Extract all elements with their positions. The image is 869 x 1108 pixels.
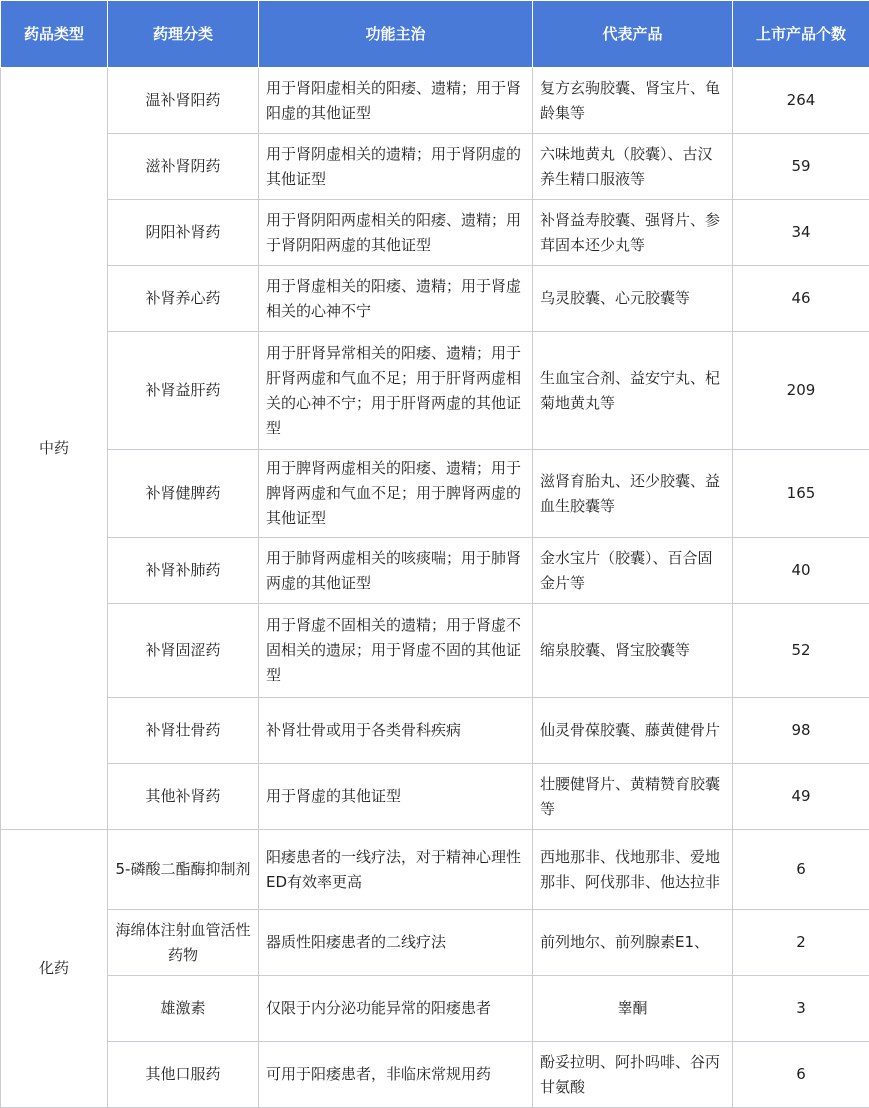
table-row — [1, 976, 869, 1042]
category-cell: 补肾补肺药 — [108, 538, 259, 604]
header-drug-type: 药品类型 — [1, 1, 108, 68]
table-header-row — [1, 1, 869, 68]
indication-cell: 用于肾阳虚相关的阳痿、遗精；用于肾阳虚的其他证型 — [259, 68, 533, 134]
count-cell: 40 — [733, 538, 869, 604]
products-cell: 六味地黄丸（胶囊）、古汉养生精口服液等 — [533, 134, 733, 200]
category-cell: 滋补肾阴药 — [108, 134, 259, 200]
drug-type-cell: 中药 — [1, 68, 108, 830]
count-cell: 2 — [733, 910, 869, 976]
drug-type-cell: 化药 — [1, 830, 108, 1108]
products-cell: 复方玄驹胶囊、肾宝片、龟龄集等 — [533, 68, 733, 134]
products-cell: 生血宝合剂、益安宁丸、杞菊地黄丸等 — [533, 332, 733, 450]
table-row — [1, 200, 869, 266]
category-cell: 阴阳补肾药 — [108, 200, 259, 266]
category-cell: 补肾固涩药 — [108, 604, 259, 698]
indication-cell: 用于肝肾异常相关的阳痿、遗精；用于肝肾两虚和气血不足；用于肝肾两虚相关的心神不宁；用于肝肾两虚的其他证型 — [259, 332, 533, 450]
indication-cell: 用于肾阴虚相关的遗精；用于肾阴虚的其他证型 — [259, 134, 533, 200]
header-representative-products: 代表产品 — [533, 1, 733, 68]
category-cell: 其他口服药 — [108, 1042, 259, 1108]
products-cell: 睾酮 — [533, 976, 733, 1042]
indication-cell: 用于肺肾两虚相关的咳痰喘；用于肺肾两虚的其他证型 — [259, 538, 533, 604]
products-cell: 西地那非、伐地那非、爱地那非、阿伐那非、他达拉非 — [533, 830, 733, 910]
indication-cell: 仅限于内分泌功能异常的阳痿患者 — [259, 976, 533, 1042]
category-cell: 补肾壮骨药 — [108, 698, 259, 764]
count-cell: 165 — [733, 450, 869, 538]
indication-cell: 器质性阳痿患者的二线疗法 — [259, 910, 533, 976]
table-row — [1, 134, 869, 200]
indication-cell: 可用于阳痿患者，非临床常规用药 — [259, 1042, 533, 1108]
count-cell: 6 — [733, 1042, 869, 1108]
indication-cell: 用于肾虚的其他证型 — [259, 764, 533, 830]
products-cell: 乌灵胶囊、心元胶囊等 — [533, 266, 733, 332]
count-cell: 264 — [733, 68, 869, 134]
products-cell: 缩泉胶囊、肾宝胶囊等 — [533, 604, 733, 698]
count-cell: 6 — [733, 830, 869, 910]
table-row — [1, 830, 869, 910]
category-cell: 补肾健脾药 — [108, 450, 259, 538]
category-cell: 补肾养心药 — [108, 266, 259, 332]
category-cell: 海绵体注射血管活性药物 — [108, 910, 259, 976]
header-pharmacology-category: 药理分类 — [108, 1, 259, 68]
count-cell: 209 — [733, 332, 869, 450]
count-cell: 46 — [733, 266, 869, 332]
table-row — [1, 1042, 869, 1108]
table-row — [1, 764, 869, 830]
count-cell: 49 — [733, 764, 869, 830]
table-row — [1, 604, 869, 698]
table-row — [1, 538, 869, 604]
table-row — [1, 68, 869, 134]
products-cell: 仙灵骨葆胶囊、藤黄健骨片 — [533, 698, 733, 764]
indication-cell: 用于肾虚相关的阳痿、遗精；用于肾虚相关的心神不宁 — [259, 266, 533, 332]
products-cell: 滋肾育胎丸、还少胶囊、益血生胶囊等 — [533, 450, 733, 538]
count-cell: 34 — [733, 200, 869, 266]
indication-cell: 用于脾肾两虚相关的阳痿、遗精；用于脾肾两虚和气血不足；用于脾肾两虚的其他证型 — [259, 450, 533, 538]
table-row — [1, 450, 869, 538]
indication-cell: 阳痿患者的一线疗法，对于精神心理性ED有效率更高 — [259, 830, 533, 910]
table-row — [1, 910, 869, 976]
category-cell: 雄激素 — [108, 976, 259, 1042]
category-cell: 温补肾阳药 — [108, 68, 259, 134]
table-row — [1, 332, 869, 450]
products-cell: 酚妥拉明、阿扑吗啡、谷丙甘氨酸 — [533, 1042, 733, 1108]
products-cell: 前列地尔、前列腺素E1、 — [533, 910, 733, 976]
header-indication: 功能主治 — [259, 1, 533, 68]
category-cell: 补肾益肝药 — [108, 332, 259, 450]
header-product-count: 上市产品个数 — [733, 1, 869, 68]
products-cell: 金水宝片（胶囊）、百合固金片等 — [533, 538, 733, 604]
indication-cell: 补肾壮骨或用于各类骨科疾病 — [259, 698, 533, 764]
table-row — [1, 266, 869, 332]
count-cell: 3 — [733, 976, 869, 1042]
count-cell: 52 — [733, 604, 869, 698]
indication-cell: 用于肾虚不固相关的遗精；用于肾虚不固相关的遗尿；用于肾虚不固的其他证型 — [259, 604, 533, 698]
category-cell: 其他补肾药 — [108, 764, 259, 830]
table-row — [1, 698, 869, 764]
products-cell: 补肾益寿胶囊、强肾片、参茸固本还少丸等 — [533, 200, 733, 266]
category-cell: 5-磷酸二酯酶抑制剂 — [108, 830, 259, 910]
count-cell: 98 — [733, 698, 869, 764]
count-cell: 59 — [733, 134, 869, 200]
indication-cell: 用于肾阴阳两虚相关的阳痿、遗精；用于肾阴阳两虚的其他证型 — [259, 200, 533, 266]
products-cell: 壮腰健肾片、黄精赞育胶囊等 — [533, 764, 733, 830]
